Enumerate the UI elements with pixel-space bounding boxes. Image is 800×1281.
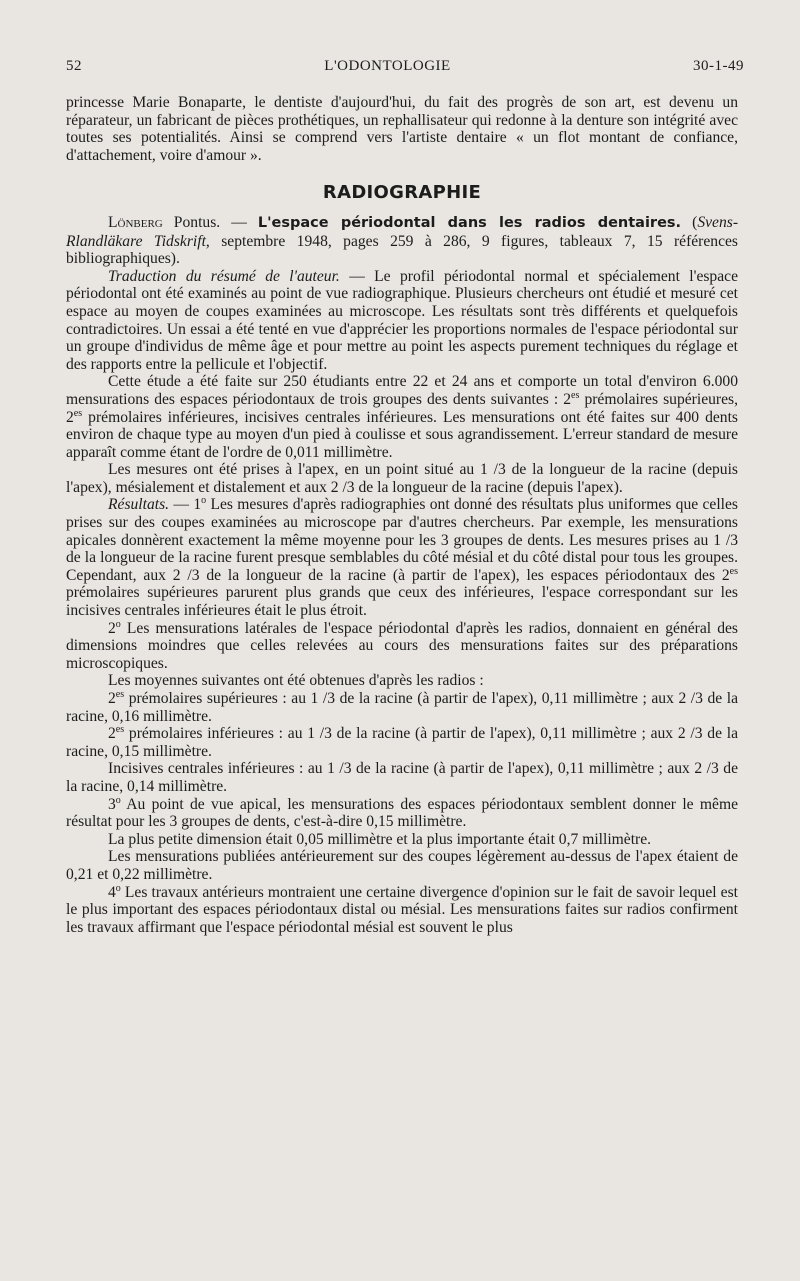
reference-author: Lönberg — [108, 213, 163, 231]
results-paragraph — [66, 496, 738, 619]
averages-paragraph: Les moyennes suivantes ont été obtenues d'après les radios : — [108, 672, 484, 690]
superscript-o: o — [115, 618, 121, 630]
superscript-es: es — [115, 724, 125, 735]
results-text-c: prémolaires supérieures parurent plus grands que ceux des inférieures, l'espace correspondant sur les incisives centrales inférieures était le plus étroit. — [66, 584, 738, 620]
reference-details: , septembre 1948, pages 259 à 286, 9 figures, tableaux 7, 15 références bibliographiques). — [66, 232, 738, 268]
point-2-paragraph — [66, 620, 738, 673]
section-title: RADIOGRAPHIE — [322, 182, 482, 204]
point-3-paragraph — [66, 796, 738, 831]
superscript-o: o — [115, 794, 121, 806]
point-2-text: Les mensurations latérales de l'espace périodontal d'après les radios, donnaient en général des dimensions moindres que celles relevées au cours des mensurations faites sur des préparations microscopiques. — [66, 619, 738, 672]
translation-label: Traduction du résumé de l'auteur. — [108, 267, 340, 285]
point-number: 3 — [108, 795, 116, 813]
intro-paragraph: princesse Marie Bonaparte, le dentiste d'aujourd'hui, du fait des progrès de son art, est devenu un réparateur, un fabricant de pièces prothétiques, un rephallisateur qui redonne à la denture son intégrité avec toutes ses potentialités. Ainsi se comprend vers l'artiste dentaire « un flot montant de confiance, d'attachement, voire d'amour ». — [66, 94, 738, 164]
superscript-o: o — [201, 495, 207, 507]
superscript-es: es — [571, 389, 580, 401]
average-upper-text: prémolaires supérieures : au 1 /3 de la racine (à partir de l'apex), 0,11 millimètre ; aux 2 /3 de la racine, 0,16 millimètre. — [66, 690, 738, 725]
page-number: 52 — [66, 58, 82, 74]
average-number: 2 — [108, 690, 116, 707]
reference-journal-open: ( — [681, 213, 698, 231]
average-incisors: Incisives centrales inférieures : au 1 /3 de la racine (à partir de l'apex), 0,11 millimètre ; aux 2 /3 de la racine, 0,14 millimètre. — [66, 760, 738, 795]
running-header — [66, 58, 744, 75]
superscript-es: es — [73, 407, 83, 419]
point-number: 2 — [108, 619, 116, 637]
translation-paragraph — [66, 268, 738, 374]
study-paragraph — [66, 373, 738, 461]
reference-author-first: Pontus. — — [162, 213, 258, 231]
issue-date: 30-1-49 — [693, 58, 744, 74]
average-upper-premolars — [66, 690, 738, 725]
superscript-es: es — [115, 688, 125, 700]
study-text-c: prémolaires inférieures, incisives centrales inférieures. Les mensurations ont été faites sur 400 dents environ de chaque type au moyen d'un pied à coulisse et sous agrandissement. L'erreur standard de mesure apparaît comme étant de l'ordre de 0,011 millimètre. — [66, 408, 738, 461]
published-measures-paragraph: Les mensurations publiées antérieurement sur des coupes légèrement au-dessus de l'apex étaient de 0,21 et 0,22 millimètre. — [66, 848, 738, 883]
superscript-es: es — [729, 565, 738, 577]
average-number: 2 — [108, 725, 116, 743]
results-label: Résultats. — [108, 496, 170, 514]
point-4-paragraph — [66, 884, 738, 937]
results-text-a: — 1 — [169, 496, 202, 514]
running-title: L'ODONTOLOGIE — [324, 58, 451, 74]
study-text-b: prémolaires supérieures, 2 — [66, 390, 738, 426]
translation-text: — Le profil périodontal normal et spécialement l'espace périodontal ont été examinés au point de vue radiographique. Plusieurs chercheurs ont étudié et mesuré cet espace au moyen de coupes examinées au microscope. Les résultats sont très différents et quelquefois contradictoires. Un essai a été tenté en vue d'apprécier les proportions normales de l'espace périodontal sur un groupe d'individus de même âge et pour mettre au point les aspects purement techniques du réglage et des rapports entre la pellicule et l'objectif. — [66, 267, 738, 373]
measures-paragraph: Les mesures ont été prises à l'apex, en un point situé au 1 /3 de la longueur de la racine (depuis l'apex), mésialement et distalement et aux 2 /3 de la longueur de la racine (depuis l'apex). — [66, 461, 738, 496]
point-4-text: Les travaux antérieurs montraient une certaine divergence d'opinion sur le fait de savoir lequel est le plus important des espaces périodontaux distal ou mésial. Les mensurations faites sur radios confirment les travaux affirmant que l'espace périodontal mésial est souvent le plus — [66, 883, 738, 936]
reference-paragraph — [66, 214, 738, 268]
point-3-text: Au point de vue apical, les mensurations des espaces périodontaux semblent donner le même résultat pour les 3 groupes de dents, c'est-à-dire 0,15 millimètre. — [66, 795, 738, 831]
smallest-dimension-paragraph: La plus petite dimension était 0,05 millimètre et la plus importante était 0,7 millimètre. — [108, 830, 652, 848]
article-body — [66, 94, 738, 936]
study-text-a: Cette étude a été faite sur 250 étudiants entre 22 et 24 ans et comporte un total d'environ 6.000 mensurations des espaces périodontaux de trois groupes des dents suivantes : 2 — [66, 373, 738, 408]
reference-journal: Svens-Rlandläkare Tidskrift — [66, 213, 739, 250]
results-text-b: Les mesures d'après radiographies ont donné des résultats plus uniformes que celles prises sur des coupes examinées au microscope par d'autres chercheurs. Par exemple, les mensurations apicales donnèrent exactement la même moyenne pour les 3 groupes de dents. Les mesures prises au 1 /3 de la longueur de la racine furent presque semblables du côté mésial et du côté distal pour tous les groupes. Cependant, aux 2 /3 de la longueur de la racine (à partir de l'apex), les espaces périodontaux des 2 — [66, 496, 739, 584]
point-number: 4 — [108, 883, 116, 901]
reference-title: L'espace périodontal dans les radios dentaires. — [257, 214, 682, 231]
superscript-o: o — [115, 882, 121, 894]
average-lower-text: prémolaires inférieures : au 1 /3 de la racine (à partir de l'apex), 0,11 millimètre ; aux 2 /3 de la racine, 0,15 millimètre. — [66, 725, 738, 760]
average-lower-premolars — [66, 725, 738, 760]
